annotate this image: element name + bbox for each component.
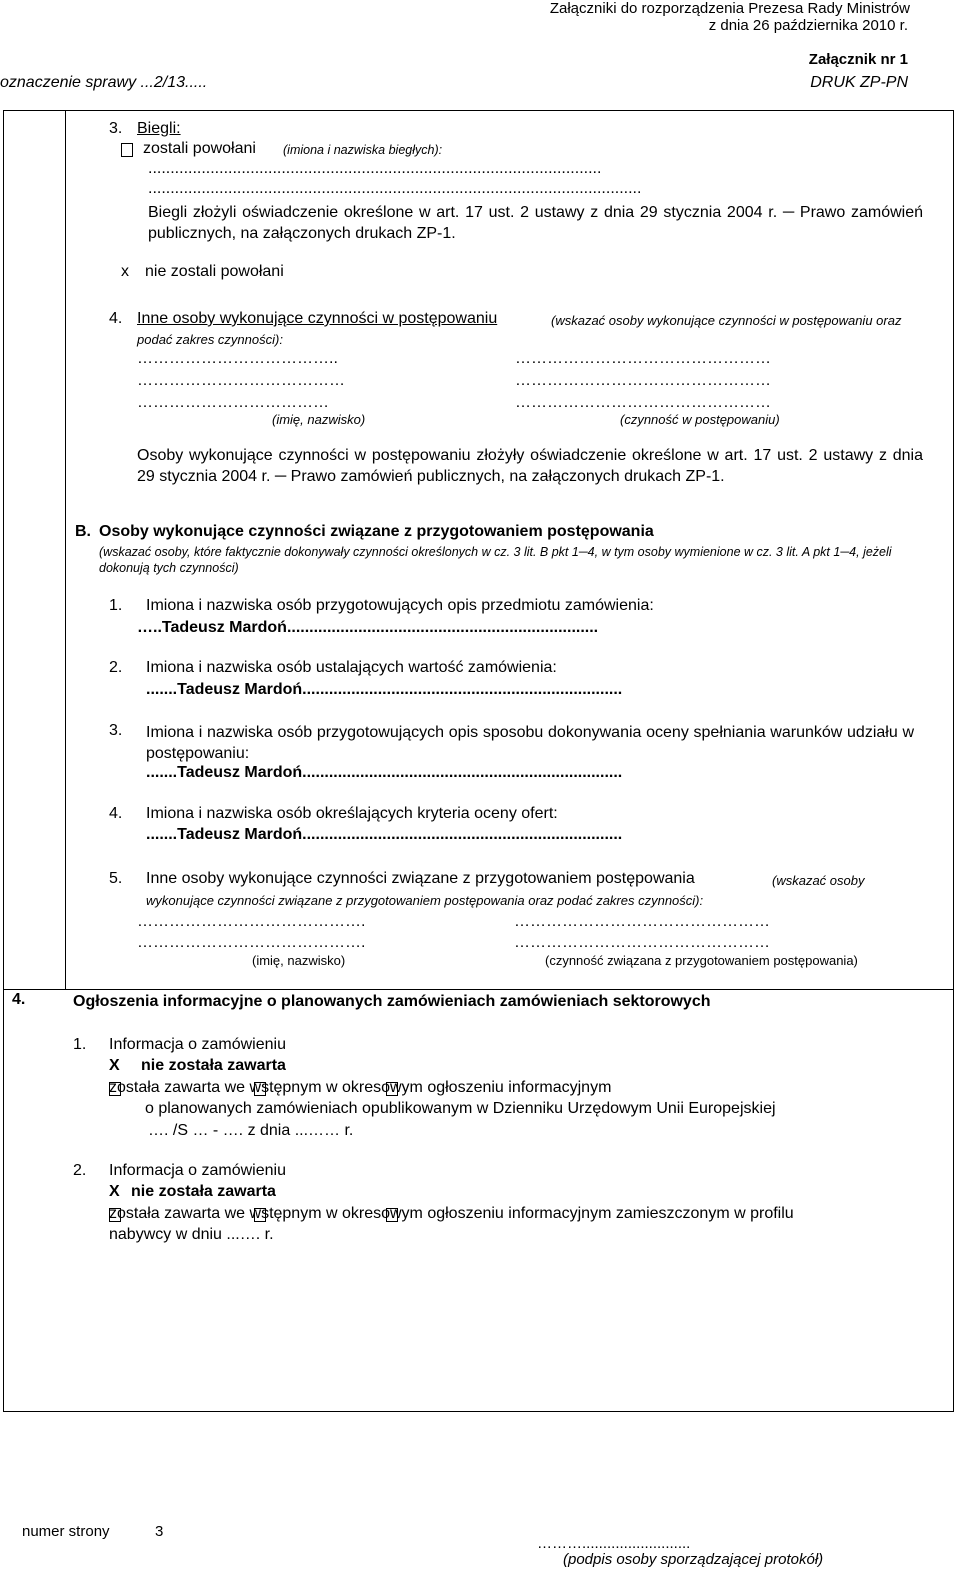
info-2-profile-line: nabywcy w dniu ...…. r. <box>109 1226 274 1243</box>
info-1-not-signed: nie została zawarta <box>141 1057 286 1074</box>
person-name-dots-1: ……………………………….. <box>137 350 338 367</box>
experts-title: Biegli: <box>137 120 181 137</box>
b5-caption-name: (imię, nazwisko) <box>252 953 346 968</box>
experts-appointed-hint: (imiona i nazwiska biegłych): <box>283 143 443 157</box>
signature-dots: ……….......................... <box>537 1535 691 1552</box>
regulation-date: z dnia 26 października 2010 r. <box>708 17 908 34</box>
info-2-mark: X <box>109 1183 120 1200</box>
person-task-dots-3: ………………………………………… <box>515 394 771 411</box>
not-appointed-mark: x <box>121 263 129 280</box>
b-item-5-number: 5. <box>109 870 123 887</box>
info-1-mark: X <box>109 1057 120 1074</box>
regulation-title: Załączniki do rozporządzenia Prezesa Rady Ministrów <box>549 0 910 17</box>
experts-statement: Biegli złożyli oświadczenie określone w art. 17 ust. 2 ustawy z dnia 29 stycznia 2004 r. ─ Prawo zamówień publicznych, na załączonych drukach ZP-1. <box>148 204 923 242</box>
b-item-5-hint-1: (wskazać osoby <box>772 873 865 888</box>
b-item-3-value: .......Tadeusz Mardoń........................................................................ <box>146 764 623 781</box>
info-1-number: 1. <box>73 1036 87 1053</box>
caption-task: (czynność w postępowaniu) <box>620 412 780 427</box>
other-persons-number: 4. <box>109 310 123 327</box>
other-persons-hint-1: (wskazać osoby wykonujące czynności w postępowaniu oraz <box>551 313 902 328</box>
left-margin-line <box>65 110 66 990</box>
section-b-title: Osoby wykonujące czynności związane z przygotowaniem postępowania <box>99 523 654 540</box>
b-item-3-label: Imiona i nazwiska osób przygotowujących opis sposobu dokonywania oceny spełniania warunków udziału w postępowaniu: <box>146 724 914 762</box>
section-divider <box>3 989 954 990</box>
experts-dots-1: ...................................................................................................... <box>148 160 602 177</box>
page-number: 3 <box>155 1523 164 1540</box>
page-number-label: numer strony <box>22 1523 110 1540</box>
b-item-1-value: …..Tadeusz Mardoń...................................................................... <box>137 619 599 636</box>
b-item-5-label: Inne osoby wykonujące czynności związane z przygotowaniem postępowania <box>146 870 695 887</box>
info-1-checkbox-preliminary-icon[interactable] <box>254 1082 266 1096</box>
b5-name-dots-2: ……………………………………. <box>137 934 366 951</box>
info-2-checkbox-preliminary-icon[interactable] <box>254 1208 266 1222</box>
info-1-checkbox-signed-icon[interactable] <box>109 1082 121 1096</box>
b-item-1-label: Imiona i nazwiska osób przygotowujących opis przedmiotu zamówienia: <box>146 597 654 614</box>
info-1-checkbox-periodic-icon[interactable] <box>386 1082 398 1096</box>
other-persons-hint-2: podać zakres czynności): <box>137 332 283 347</box>
b5-task-dots-1: ………………………………………… <box>514 913 770 930</box>
info-1-title: Informacja o zamówieniu <box>109 1036 286 1053</box>
experts-number: 3. <box>109 120 123 137</box>
b5-task-dots-2: ………………………………………… <box>514 934 770 951</box>
person-task-dots-1: ………………………………………… <box>515 350 771 367</box>
info-2-signed-line: została zawarta we wstępnym w okresowym ogłoszeniu informacyjnym zamieszczonym w profilu <box>109 1205 794 1222</box>
experts-dots-2: ............................................................................................................... <box>148 180 642 197</box>
info-2-checkbox-periodic-icon[interactable] <box>386 1208 398 1222</box>
info-1-date-line: …. /S … - …. z dnia ...…… r. <box>148 1122 354 1139</box>
b-item-4-number: 4. <box>109 805 123 822</box>
b-item-4-value: .......Tadeusz Mardoń........................................................................ <box>146 826 623 843</box>
b5-caption-task: (czynność związana z przygotowaniem postępowania) <box>545 953 858 968</box>
b-item-5-hint-2: wykonujące czynności związane z przygotowaniem postępowania oraz podać zakres czynności): <box>146 893 704 908</box>
signature-caption: (podpis osoby sporządzającej protokół) <box>563 1551 824 1568</box>
info-1-published-line: o planowanych zamówieniach opublikowanym w Dzienniku Urzędowym Unii Europejskiej <box>145 1100 776 1117</box>
experts-not-appointed: nie zostali powołani <box>145 263 284 280</box>
other-persons-statement: Osoby wykonujące czynności w postępowaniu złożyły oświadczenie określone w art. 17 ust. 2 ustawy z dnia 29 stycznia 2004 r. ─ Prawo zamówień publicznych, na załączonych drukach ZP-1. <box>137 447 923 485</box>
person-name-dots-2: ………………………………… <box>137 372 345 389</box>
b-item-2-label: Imiona i nazwiska osób ustalających wartość zamówienia: <box>146 659 557 676</box>
case-reference: oznaczenie sprawy ...2/13..... <box>0 74 208 91</box>
b-item-2-number: 2. <box>109 659 123 676</box>
announcements-title: Ogłoszenia informacyjne o planowanych zamówieniach zamówieniach sektorowych <box>73 993 711 1010</box>
checkbox-empty-icon[interactable] <box>121 143 133 157</box>
section-b-letter: B. <box>75 523 91 540</box>
person-task-dots-2: ………………………………………… <box>515 372 771 389</box>
info-2-number: 2. <box>73 1162 87 1179</box>
caption-name: (imię, nazwisko) <box>272 412 366 427</box>
other-persons-title: Inne osoby wykonujące czynności w postępowaniu <box>137 310 498 327</box>
b-item-2-value: .......Tadeusz Mardoń........................................................................ <box>146 681 623 698</box>
b-item-3-number: 3. <box>109 722 123 739</box>
section-b-hint: (wskazać osoby, które faktycznie dokonywały czynności określonych w cz. 3 lit. B pkt 1─4, w tym osoby wymienione w cz. 3 lit. A pkt 1─4, jeżeli dokonują tych czynności) <box>99 545 892 575</box>
b-item-4-label: Imiona i nazwiska osób określających kryteria oceny ofert: <box>146 805 558 822</box>
info-2-not-signed: nie została zawarta <box>131 1183 276 1200</box>
info-1-signed-line: została zawarta we wstępnym w okresowym ogłoszeniu informacyjnym <box>109 1079 612 1096</box>
info-2-title: Informacja o zamówieniu <box>109 1162 286 1179</box>
announcements-number: 4. <box>12 991 26 1008</box>
b-item-1-number: 1. <box>109 597 123 614</box>
form-code: DRUK ZP-PN <box>810 74 908 91</box>
b5-name-dots-1: ……………………………………. <box>137 913 366 930</box>
annex-label: Załącznik nr 1 <box>808 51 908 68</box>
info-2-checkbox-signed-icon[interactable] <box>109 1208 121 1222</box>
experts-appointed-label: zostali powołani <box>143 140 256 157</box>
person-name-dots-3: ……………………………… <box>137 394 329 411</box>
